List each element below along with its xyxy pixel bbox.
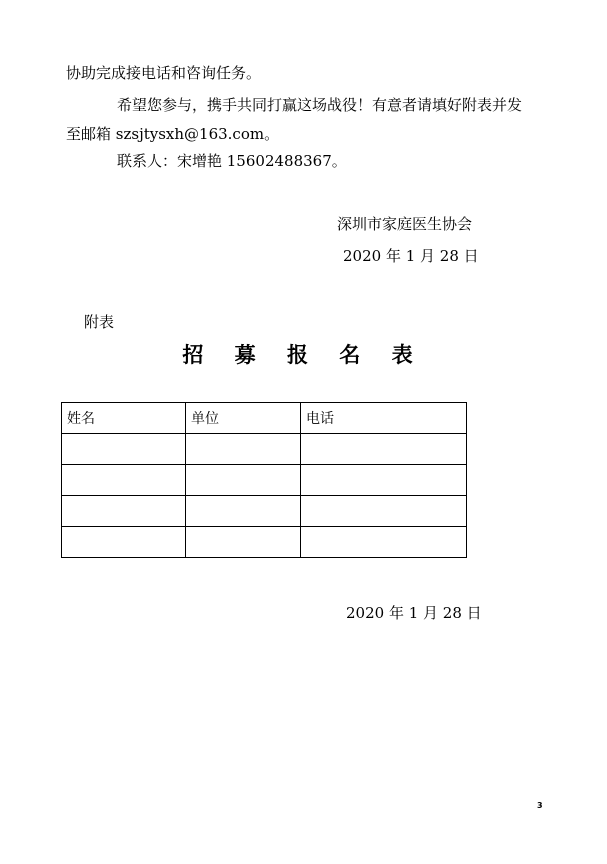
header-name: 姓名 [62,403,186,434]
header-phone: 电话 [301,403,467,434]
cell-phone [301,496,467,527]
cell-phone [301,465,467,496]
table-row [62,434,467,465]
cell-unit [186,527,301,558]
header-unit: 单位 [186,403,301,434]
cell-name [62,496,186,527]
cell-phone [301,527,467,558]
cell-unit [186,496,301,527]
cell-name [62,465,186,496]
table-header-row [62,403,467,434]
cell-phone [301,434,467,465]
table-row [62,496,467,527]
table-row [62,465,467,496]
body-line-1: 协助完成接电话和咨询任务。 [66,64,262,82]
cell-name [62,527,186,558]
page-number: 3 [537,801,543,810]
form-title: 招 募 报 名 表 [182,343,425,367]
body-line-2: 希望您参与，携手共同打赢这场战役！有意者请填好附表并发 [117,96,523,114]
annex-label: 附表 [84,313,115,331]
table-row [62,527,467,558]
signature-organization: 深圳市家庭医生协会 [337,215,473,233]
form-date: 2020 年 1 月 28 日 [346,604,482,622]
cell-unit [186,465,301,496]
signature-date: 2020 年 1 月 28 日 [343,247,479,265]
signup-table [61,402,467,558]
cell-unit [186,434,301,465]
body-line-3-email: 至邮箱 szsjtysxh@163.com。 [66,125,280,143]
body-line-4-contact: 联系人：宋增艳 15602488367。 [117,152,347,170]
cell-name [62,434,186,465]
